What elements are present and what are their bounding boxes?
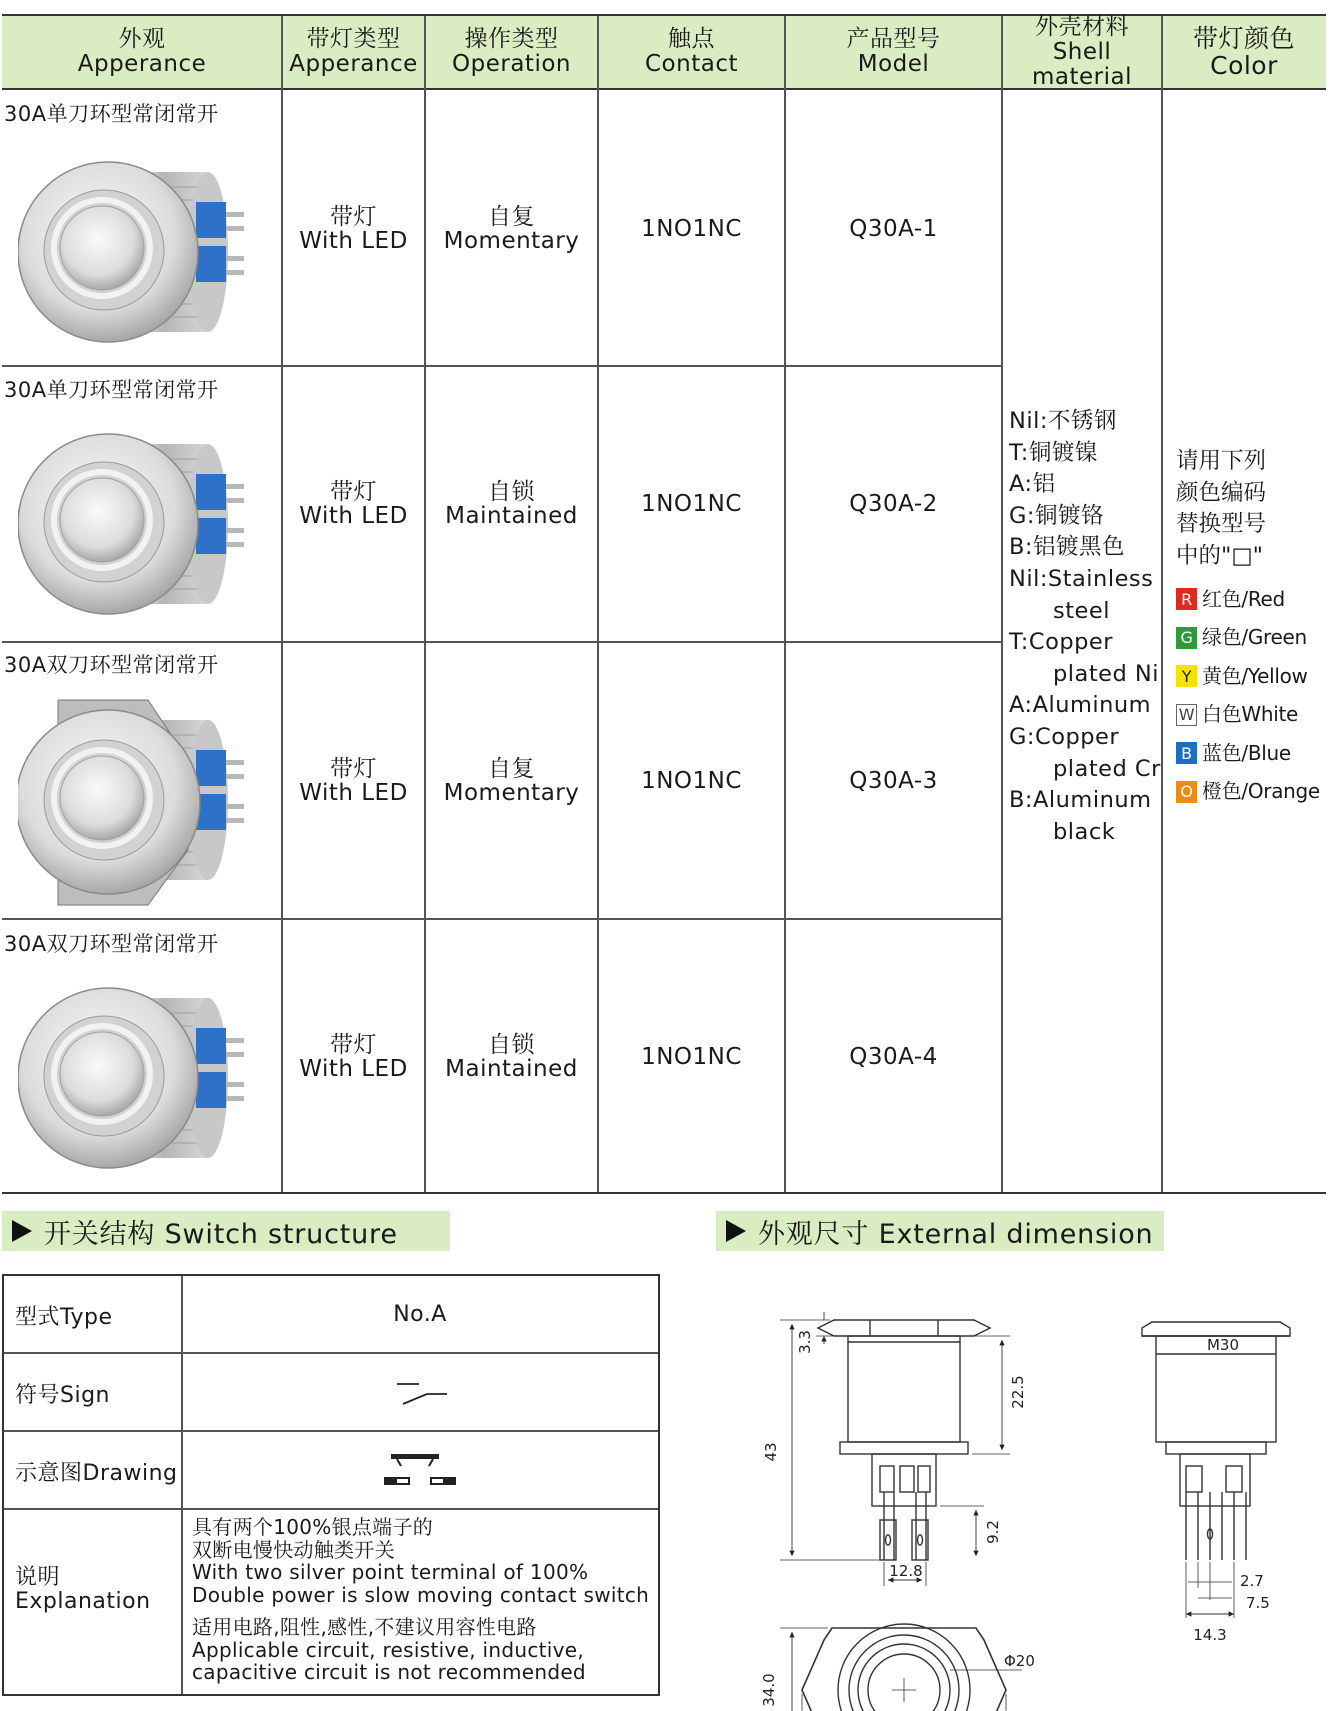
switch-symbol: [182, 1353, 658, 1430]
contact-cell: 1NO1NC: [641, 215, 742, 242]
switch-symbol-icon: [385, 1372, 455, 1412]
row-divider: [4, 1508, 658, 1510]
dim-phi20: Φ20: [1004, 1652, 1035, 1670]
led-type-cell: 带灯 With LED: [299, 203, 408, 254]
color-item: G 绿色/Green: [1176, 619, 1320, 658]
sign-label: 符号Sign: [15, 1383, 110, 1408]
type-label: 型式Type: [15, 1305, 113, 1330]
dim-2-7: 2.7: [1240, 1572, 1264, 1590]
dim-12-8: 12.8: [889, 1562, 923, 1580]
dim-34-0: 34.0: [760, 1673, 778, 1707]
product-image-switch: [18, 142, 268, 362]
dim-22-5: 22.5: [1009, 1375, 1027, 1409]
color-code-badge: R: [1176, 588, 1197, 610]
led-type-cell: 带灯 With LED: [299, 479, 408, 529]
color-code-badge: B: [1176, 742, 1197, 764]
color-item: O 橙色/Orange: [1176, 773, 1320, 812]
contact-cell: 1NO1NC: [641, 767, 742, 794]
led-type-cell: 带灯 With LED: [299, 755, 408, 806]
shell-material-list: Nil:不锈钢 T:铜镀镍 A:铝 G:铜镀铬 B:铝镀黑色 Nil:Stainless steel T:Copper plated Ni A:Aluminum G:Copper plated Cr B:Aluminum black: [1009, 408, 1161, 845]
contact-cell: 1NO1NC: [641, 491, 742, 517]
contact-cell: 1NO1NC: [641, 1044, 742, 1070]
triangle-bullet-icon: [12, 1220, 32, 1242]
product-image-switch: [18, 690, 268, 910]
dimension-drawing-svg: [740, 1270, 1330, 1711]
row-title: 30A单刀环型常闭常开: [4, 102, 219, 126]
operation-cell: 自锁 Maintained: [445, 479, 578, 529]
row-title: 30A双刀环型常闭常开: [4, 653, 219, 677]
color-code-badge: W: [1176, 704, 1197, 726]
dim-7-5: 7.5: [1246, 1594, 1270, 1612]
col-header-appearance: 外观 Apperance: [2, 16, 282, 90]
color-note: 请用下列 颜色编码 替换型号 中的"□": [1176, 448, 1267, 569]
explanation-label: 说明 Explanation: [15, 1565, 151, 1614]
led-color-legend: [1176, 446, 1320, 811]
dim-3-3: 3.3: [796, 1330, 814, 1354]
operation-cell: 自锁 Maintained: [445, 1032, 578, 1082]
col-header-color: 带灯颜色 Color: [1162, 16, 1326, 90]
model-cell: Q30A-4: [849, 1044, 938, 1070]
type-value: No.A: [393, 1301, 447, 1327]
dim-43: 43: [762, 1442, 780, 1462]
col-header-model: 产品型号 Model: [785, 16, 1002, 90]
section-title-structure: 开关结构 Switch structure: [2, 1211, 450, 1251]
col-header-led-type: 带灯类型 Apperance: [282, 16, 425, 90]
dim-9-2: 9.2: [984, 1520, 1002, 1544]
dimension-drawings: [740, 1270, 1330, 1711]
color-list: [1176, 580, 1320, 811]
switch-structure-table: [2, 1274, 660, 1696]
color-item: B 蓝色/Blue: [1176, 734, 1320, 773]
model-cell: Q30A-1: [849, 215, 938, 242]
color-item: R 红色/Red: [1176, 580, 1320, 619]
color-code-badge: Y: [1176, 665, 1197, 687]
product-image-switch: [18, 414, 268, 634]
color-item: W 白色White: [1176, 696, 1320, 735]
product-image-switch: [18, 968, 268, 1188]
col-header-shell-material: 外壳材料 Shell material: [1002, 16, 1162, 90]
model-cell: Q30A-2: [849, 491, 938, 517]
col-header-contact: 触点 Contact: [598, 16, 785, 90]
color-code-badge: O: [1176, 781, 1197, 803]
row-title: 30A双刀环型常闭常开: [4, 932, 219, 956]
operation-cell: 自复 Momentary: [443, 203, 580, 254]
col-header-operation: 操作类型 Operation: [425, 16, 598, 90]
led-type-cell: 带灯 With LED: [299, 1032, 408, 1082]
dim-14-3: 14.3: [1193, 1626, 1227, 1644]
row-title: 30A单刀环型常闭常开: [4, 378, 219, 402]
dim-m30: M30: [1206, 1336, 1240, 1354]
contact-drawing: [182, 1431, 658, 1508]
col-divider: [1161, 16, 1163, 1192]
contact-drawing-icon: [375, 1448, 465, 1492]
color-code-badge: G: [1176, 627, 1197, 649]
drawing-label: 示意图Drawing: [15, 1461, 178, 1486]
triangle-bullet-icon: [726, 1220, 746, 1242]
color-item: Y 黄色/Yellow: [1176, 657, 1320, 696]
model-cell: Q30A-3: [849, 767, 938, 794]
operation-cell: 自复 Momentary: [443, 755, 580, 806]
section-title-dimension: 外观尺寸 External dimension: [716, 1211, 1164, 1251]
explanation-text: 具有两个100%银点端子的 双断电慢快动触类开关 With two silver point terminal of 100% Double power is slow moving contact switch 适用电路,阻性,感性,不建议用容性电路 Applicable circuit, resistive, inductive, capacitive circuit is not recommended: [192, 1515, 650, 1684]
